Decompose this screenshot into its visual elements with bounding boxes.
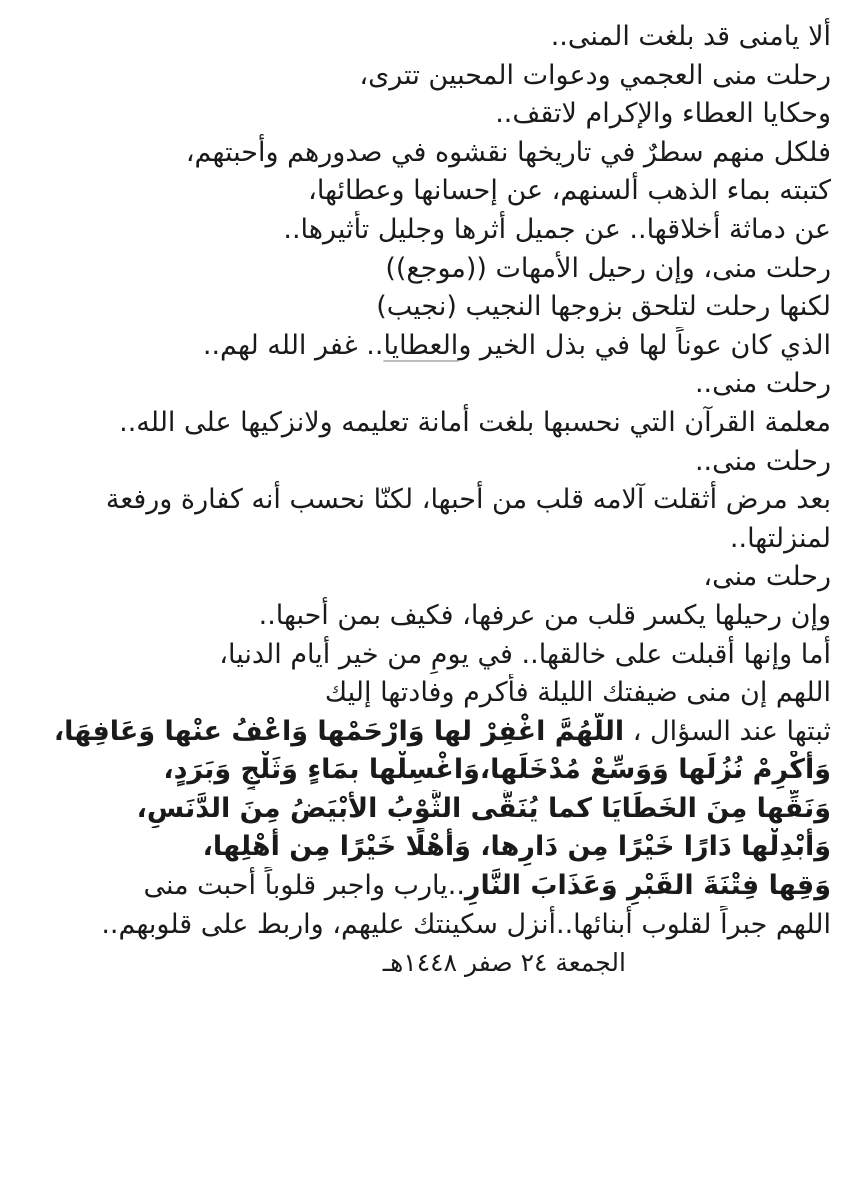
date-line: الجمعة ٢٤ صفر ١٤٤٨هـ <box>382 948 626 978</box>
text-segment: الذي كان عوناً لها في بذل الخير و <box>458 329 831 361</box>
text-line: كتبته بماء الذهب ألسنهم، عن إحسانها وعطائها، <box>308 175 831 207</box>
text-line: معلمة القرآن التي نحسبها بلغت أمانة تعليمه ولانزكيها على الله.. <box>119 406 831 438</box>
text-line: رحلت منى.. <box>694 445 831 477</box>
text-line <box>24 867 831 906</box>
text-segment: ..يارب واجبر قلوباً أحبت منى <box>143 870 465 902</box>
text-line <box>24 713 831 752</box>
text-line: أما وإنها أقبلت على خالقها.. في يومٍ من خير أيام الدنيا، <box>219 638 831 670</box>
prayer-bold-segment: اللَّهُمَّ اغْفِرْ لها وَارْحَمْها وَاعْفُ عنْها وَعَافِهَا، <box>53 715 625 747</box>
text-line: رحلت منى العجمي ودعوات المحبين تترى، <box>359 59 831 91</box>
text-line: وحكايا العطاء والإكرام لاتقف.. <box>495 98 831 130</box>
text-segment: ثبتها عند السؤال ، <box>624 715 831 747</box>
text-line: رحلت منى، وإن رحيل الأمهات ((موجع)) <box>385 252 831 284</box>
text-line: وإن رحيلها يكسر قلب من عرفها، فكيف بمن أحبها.. <box>258 599 831 631</box>
prayer-line: وَأَكْرِمْ نُزُلَها وَوَسِّعْ مُدْخَلَها،وَاغْسِلْها بمَاءٍ وَثَلْجٍ وَبَرَدٍ، <box>163 754 831 786</box>
text-line: رحلت منى، <box>703 561 831 593</box>
text-line: لمنزلتها.. <box>729 522 831 554</box>
text-line: فلكل منهم سطرٌ في تاريخها نقشوه في صدورهم وأحبتهم، <box>185 136 831 168</box>
prayer-line: وَأَبْدِلْها دَارًا خَيْرًا مِن دَارِها، وَأَهْلًا خَيْرًا مِن أَهْلِها، <box>202 831 831 863</box>
underlined-word: العطايا <box>383 329 459 361</box>
text-line: رحلت منى.. <box>694 368 831 400</box>
prayer-line: وَنَقِّها مِنَ الخَطَايَا كما يُنَقَّى الثَّوْبُ الأبْيَضُ مِنَ الدَّنَسِ، <box>136 792 831 824</box>
text-line: اللهم إن منى ضيفتك الليلة فأكرم وفادتها إليك <box>324 677 831 709</box>
text-line: عن دماثة أخلاقها.. عن جميل أثرها وجليل تأثيرها.. <box>283 213 831 245</box>
text-line: لكنها رحلت لتلحق بزوجها النجيب (نجيب) <box>376 291 831 323</box>
text-line: ألا يامنى قد بلغت المنى.. <box>550 21 831 52</box>
prayer-bold-segment: وَقِها فِتْنَةَ القَبْرِ وَعَذَابَ النَّارِ <box>464 870 831 902</box>
document-body <box>24 18 831 983</box>
text-line: اللهم جبراً لقلوب أبنائها..أنزل سكينتك عليهم، واربط على قلوبهم.. <box>101 908 831 940</box>
text-line <box>24 327 831 366</box>
text-segment: .. غفر الله لهم.. <box>202 329 384 361</box>
text-line: بعد مرض أثقلت آلامه قلب من أحبها، لكنّا نحسب أنه كفارة ورفعة <box>105 484 831 516</box>
